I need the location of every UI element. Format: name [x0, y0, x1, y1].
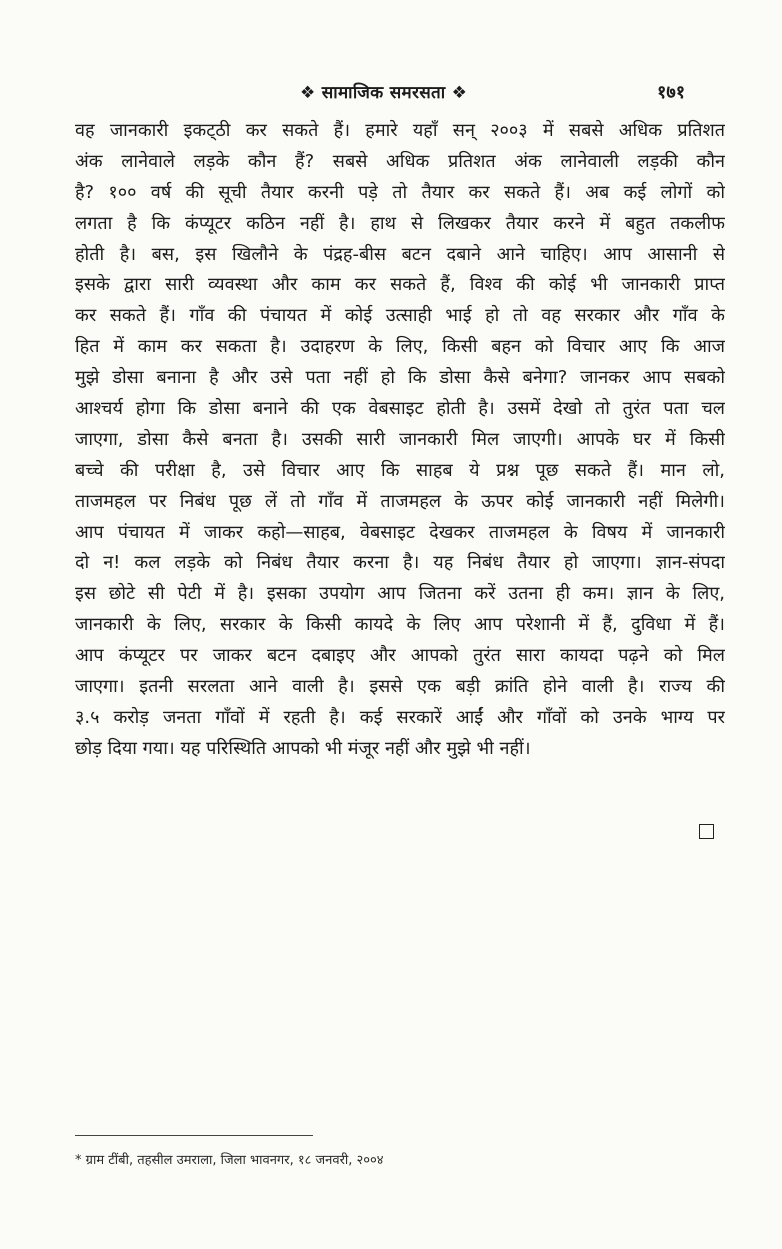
- text-line: आश्चर्य होगा कि डोसा बनाने की एक वेबसाइट होती है। उसमें देखो तो तुरंत पता चल: [75, 398, 725, 420]
- text-line: ३.५ करोड़ जनता गाँवों में रहती है। कई सरकारें आईं और गाँवों को उनके भाग्य पर: [75, 706, 725, 728]
- footnote: * ग्राम टींबी, तहसील उमराला, जिला भावनगर, १८ जनवरी, २००४: [75, 1153, 384, 1168]
- running-title: ❖ सामाजिक समरसता ❖: [300, 83, 468, 103]
- text-line: छोड़ दिया गया। यह परिस्थिति आपको भी मंजूर नहीं और मुझे भी नहीं।: [75, 737, 531, 759]
- body-paragraph: [75, 116, 725, 765]
- footnote-divider: [75, 1135, 313, 1136]
- text-line: इस छोटे सी पेटी में है। इसका उपयोग आप जितना करें उतना ही कम। ज्ञान के लिए,: [75, 583, 725, 605]
- text-line: जानकारी के लिए, सरकार के किसी कायदे के लिए आप परेशानी में हैं, दुविधा में हैं।: [75, 614, 725, 636]
- text-line: हित में काम कर सकता है। उदाहरण के लिए, किसी बहन को विचार आए कि आज: [75, 336, 725, 358]
- text-line: वह जानकारी इकट्‌ठी कर सकते हैं। हमारे यहाँ सन्‌ २००३ में सबसे अधिक प्रतिशत: [75, 120, 725, 141]
- text-line: होती है। बस, इस खिलौने के पंद्रह-बीस बटन दबाने आने चाहिए। आप आसानी से: [75, 243, 725, 265]
- text-line: अंक लानेवाले लड़के कौन हैं? सबसे अधिक प्रतिशत अंक लानेवाली लड़की कौन: [75, 150, 725, 172]
- text-line: बच्चे की परीक्षा है, उसे विचार आए कि साहब ये प्रश्न पूछ सकते हैं। मान लो,: [75, 459, 725, 481]
- text-line: जाएगा, डोसा कैसे बनता है। उसकी सारी जानकारी मिल जाएगी। आपके घर में किसी: [75, 428, 725, 450]
- page-header: [0, 80, 782, 106]
- text-line: है? १०० वर्ष की सूची तैयार करनी पड़े तो तैयार कर सकते हैं। अब कई लोगों को: [75, 181, 725, 203]
- text-line: आप कंप्यूटर पर जाकर बटन दबाइए और आपको तुरंत सारा कायदा पढ़ने को मिल: [75, 645, 725, 667]
- page-number: १७१: [657, 82, 686, 103]
- text-line: लगता है कि कंप्यूटर कठिन नहीं है। हाथ से लिखकर तैयार करने में बहुत तकलीफ: [75, 212, 725, 234]
- end-of-article-square-icon: [699, 824, 714, 839]
- text-line: दो न! कल लड़के को निबंध तैयार करना है। यह निबंध तैयार हो जाएगा। ज्ञान-संपदा: [75, 552, 725, 574]
- text-line: इसके द्वारा सारी व्यवस्था और काम कर सकते हैं, विश्व की कोई भी जानकारी प्राप्त: [75, 274, 725, 296]
- text-line: मुझे डोसा बनाना है और उसे पता नहीं हो कि डोसा कैसे बनेगा? जानकर आप सबको: [75, 367, 725, 389]
- text-line: जाएगा। इतनी सरलता आने वाली है। इससे एक बड़ी क्रांति होने वाली है। राज्य की: [75, 676, 725, 698]
- text-line: कर सकते हैं। गाँव की पंचायत में कोई उत्साही भाई हो तो वह सरकार और गाँव के: [75, 305, 725, 327]
- text-line: आप पंचायत में जाकर कहो—साहब, वेबसाइट देखकर ताजमहल के विषय में जानकारी: [75, 521, 725, 543]
- text-line: ताजमहल पर निबंध पूछ लें तो गाँव में ताजमहल के ऊपर कोई जानकारी नहीं मिलेगी।: [75, 490, 725, 512]
